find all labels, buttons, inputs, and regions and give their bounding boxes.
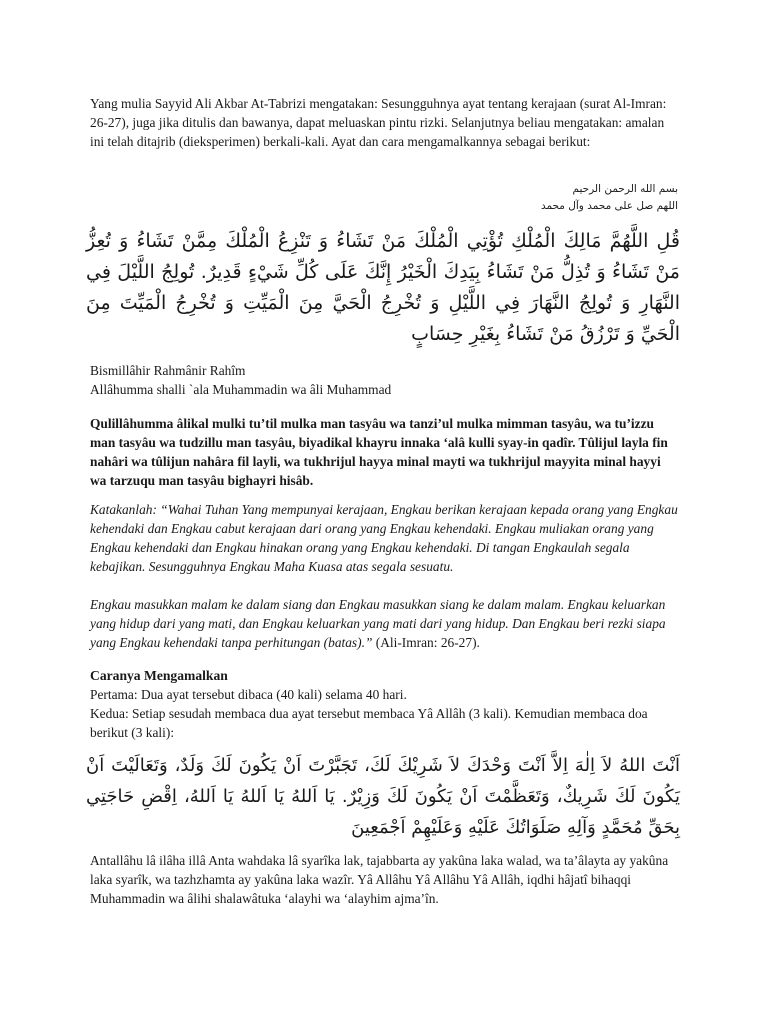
translation-paragraph-1 [90,500,680,576]
translit-header [90,361,680,399]
translit-salawat: Allâhumma shalli `ala Muhammadin wa âli Muhammad [90,382,392,397]
arabic-salawat: اللهم صل على محمد وآل محمد [540,200,678,212]
section-title: Caranya Mengamalkan [90,668,228,683]
arabic-basmalah: بسم الله الرحمن الرحيم [572,183,678,195]
translit-basmalah: Bismillâhir Rahmânir Rahîm [90,363,246,378]
step-1: Pertama: Dua ayat tersebut dibaca (40 kali) selama 40 hari. [90,687,407,702]
translit-doa: Antallâhu lâ ilâha illâ Anta wahdaka lâ syarîka lak, tajabbarta ay yakûna laka walad, wa ta’âlayta ay yakûna laka syarîk, wa tazhzhamta ay yakûna laka wazîr. Yâ Allâhu Yâ Allâhu Yâ Allâh, iqdhi hâjatî bihaqqi Muhammadin wa âlihi shalawâtuka ‘alayhi wa ‘alayhim ajma’în. [90,853,669,906]
intro-paragraph [90,94,680,151]
translit-verse-paragraph [90,414,680,490]
intro-text: Yang mulia Sayyid Ali Akbar At-Tabrizi mengatakan: Sesungguhnya ayat tentang kerajaan (surat Al-Imran: 26-27), juga jika ditulis dan bawanya, dapat meluaskan pintu rizki. Selanjutnya beliau mengatakan: amalan ini telah ditajrib (dieksperimen) berkali-kali. Ayat dan cara mengamalkannya sebagai berikut: [90,96,667,149]
arabic-doa: اَنْتَ اللهُ لاَ اِلٰهَ اِلاَّ اَنْتَ وَحْدَكَ لاَ شَرِيْكَ لَكَ، تَجَبَّرْتَ اَنْ يَكُونَ لَكَ وَلَدٌ، وَتَعَالَيْتَ اَنْ يَكُونَ لَكَ شَرِيكٌ، وَتَعَظَّمْتَ اَنْ يَكُونَ لَكَ وَزِيْرٌ. يَا اَللهُ يَا اَللهُ يَا اَللهُ، اِقْضِ حَاجَتِي بِحَقِّ مُحَمَّدٍ وَآلِهِ صَلَوَاتُكَ عَلَيْهِ وَعَلَيْهِمْ اَجْمَعِينَ [86,755,680,838]
translit-doa-paragraph [90,851,680,908]
step-2: Kedua: Setiap sesudah membaca dua ayat tersebut membaca Yâ Allâh (3 kali). Kemudian membaca doa berikut (3 kali): [90,706,648,740]
translation-2-reference: (Ali-Imran: 26-27). [372,635,480,650]
arabic-header [278,181,678,215]
instructions-section [90,666,680,742]
arabic-verse: قُلِ اللَّهُمَّ مَالِكَ الْمُلْكِ تُؤْتِي الْمُلْكَ مَنْ تَشَاءُ وَ تَنْزِعُ الْمُلْكَ مِمَّنْ تَشَاءُ وَ تُعِزُّ مَنْ تَشَاءُ وَ تُذِلُّ مَنْ تَشَاءُ بِيَدِكَ الْخَيْرُ إِنَّكَ عَلَى كُلِّ شَيْءٍ قَدِيرٌ. تُولِجُ اللَّيْلَ فِي النَّهَارِ وَ تُولِجُ النَّهَارَ فِي اللَّيْلِ وَ تُخْرِجُ الْحَيَّ مِنَ الْمَيِّتِ وَ تُخْرِجُ الْمَيِّتَ مِنَ الْحَيِّ وَ تَرْزُقُ مَنْ تَشَاءُ بِغَيْرِ حِسَابٍ [86,230,680,345]
translation-2-text: Engkau masukkan malam ke dalam siang dan Engkau masukkan siang ke dalam malam. Engkau keluarkan yang hidup dari yang mati, dan Engkau keluarkan yang mati dari yang hidup. Dan Engkau beri rezki siapa yang Engkau kehendaki tanpa perhitungan (batas).” [90,597,666,650]
translation-2-paragraph [90,595,680,652]
translit-verse: Qulillâhumma âlikal mulki tu’til mulka man tasyâu wa tanzi’ul mulka mimman tasyâu, wa tu’izzu man tasyâu wa tudzillu man tasyâu, biyadikal khayru innaka ‘alâ kulli syay-in qadîr. Tûlijul layla fin nahâri wa tûlijun nahâra fil layli, wa tukhrijul hayya minal mayti wa tukhrijul mayyita minal hayyi wa tarzuqu man tasyâu bighayri hisâb. [90,416,668,488]
translation-paragraph-2 [90,595,680,652]
translation-1-text: Katakanlah: “Wahai Tuhan Yang mempunyai kerajaan, Engkau berikan kerajaan kepada orang yang Engkau kehendaki dan Engkau cabut kerajaan dari orang yang Engkau kehendaki. Engkau muliakan orang yang Engkau kehendaki dan Engkau hinakan orang yang Engkau kehendaki. Di tangan Engkaulah segala kebajikan. Sesungguhnya Engkau Maha Kuasa atas segala sesuatu. [90,502,678,574]
